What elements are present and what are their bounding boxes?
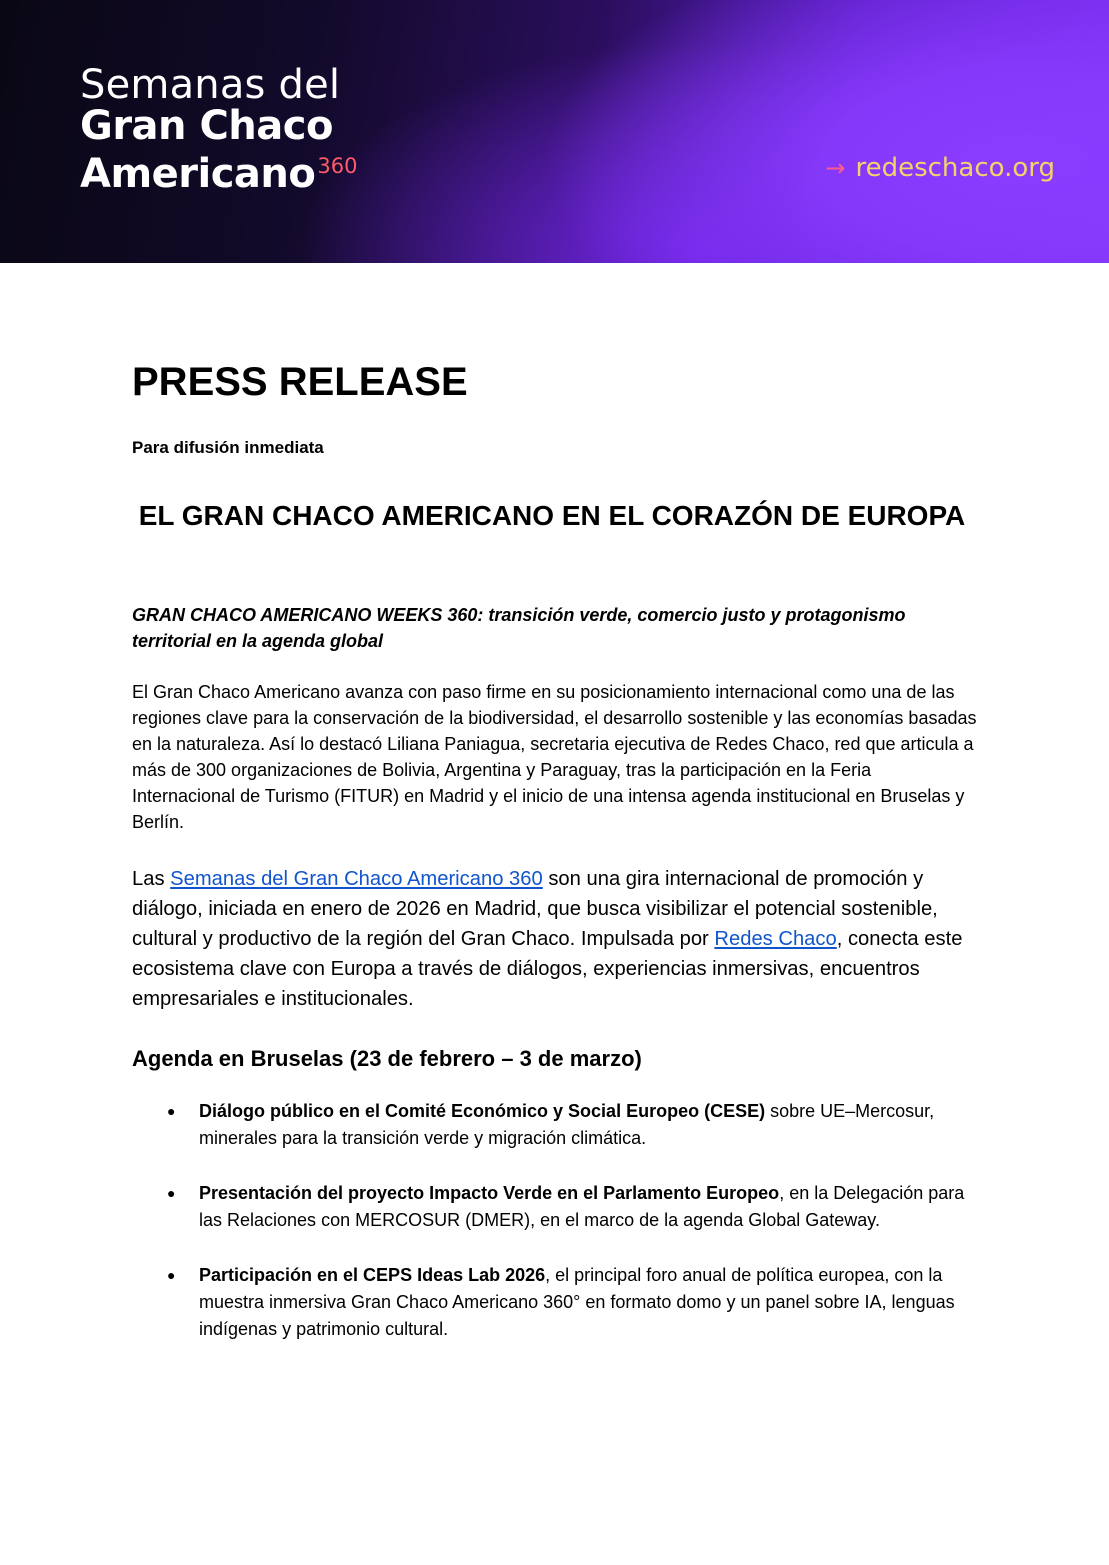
subheadline: GRAN CHACO AMERICANO WEEKS 360: transición verde, comercio justo y protagonismo territorial en la agenda global [132,605,906,651]
website-link-text[interactable]: redeschaco.org [855,153,1055,183]
list-item-bold: Participación en el CEPS Ideas Lab 2026 [199,1265,546,1285]
paragraph-weeks-pre: Las [132,868,171,890]
list-item [132,1098,977,1152]
logo-superscript: 360 [317,154,358,178]
link-semanas-gran-chaco[interactable]: Semanas del Gran Chaco Americano 360 [170,868,543,890]
release-note: Para difusión inmediata [132,438,324,457]
header-banner [0,0,1109,263]
list-item-text: , en la Delegación para las Relaciones con MERCOSUR (DMER), en el marco de la agenda Global Gateway. [199,1183,965,1230]
event-logo [80,62,358,197]
list-item [132,1262,977,1343]
bullet-icon: ● [167,1267,176,1283]
logo-line-2: Gran Chaco [80,103,333,149]
bullet-icon: ● [167,1103,176,1119]
logo-line-3-text: Americano [80,151,316,197]
section-title-brussels: Agenda en Bruselas (23 de febrero – 3 de marzo) [132,1046,642,1071]
list-item-text: , el principal foro anual de política europea, con la muestra inmersiva Gran Chaco Americano 360° en formato domo y un panel sobre IA, lenguas indígenas y patrimonio cultural. [199,1265,955,1339]
list-item-bold: Presentación del proyecto Impacto Verde en el Parlamento Europeo [199,1183,780,1203]
agenda-list [132,1098,977,1343]
list-item-text: sobre UE–Mercosur, minerales para la transición verde y migración climática. [199,1101,935,1148]
list-item [132,1180,977,1234]
arrow-right-icon: → [825,154,846,182]
logo-line-3 [80,146,358,197]
bullet-icon: ● [167,1185,176,1201]
document-title: PRESS RELEASE [132,360,468,404]
paragraph-intro: El Gran Chaco Americano avanza con paso firme en su posicionamiento internacional como una de las regiones clave para la conservación de la biodiversidad, el desarrollo sostenible y las economías basadas en la naturaleza. Así lo destacó Liliana Paniagua, secretaria ejecutiva de Redes Chaco, red que articula a más de 300 organizaciones de Bolivia, Argentina y Paraguay, tras la participación en la Feria Internacional de Turismo (FITUR) en Madrid y el inicio de una intensa agenda institucional en Bruselas y Berlín. [132,682,977,832]
headline: EL GRAN CHACO AMERICANO EN EL CORAZÓN DE EUROPA [138,500,966,531]
list-item-bold: Diálogo público en el Comité Económico y Social Europeo (CESE) [199,1101,766,1121]
link-redes-chaco[interactable]: Redes Chaco [714,928,837,950]
paragraph-weeks-post: , conecta este ecosistema clave con Europa a través de diálogos, experiencias inmersivas, encuentros empresariales e institucionales. [132,928,963,1010]
website-link[interactable] [825,153,1055,183]
paragraph-weeks-mid: son una gira internacional de promoción y diálogo, iniciada en enero de 2026 en Madrid, que busca visibilizar el potencial sostenible, cultural y productivo de la región del Gran Chaco. Impulsada por [132,868,938,950]
logo-line-1: Semanas del [80,62,341,108]
paragraph-weeks [132,864,977,1014]
